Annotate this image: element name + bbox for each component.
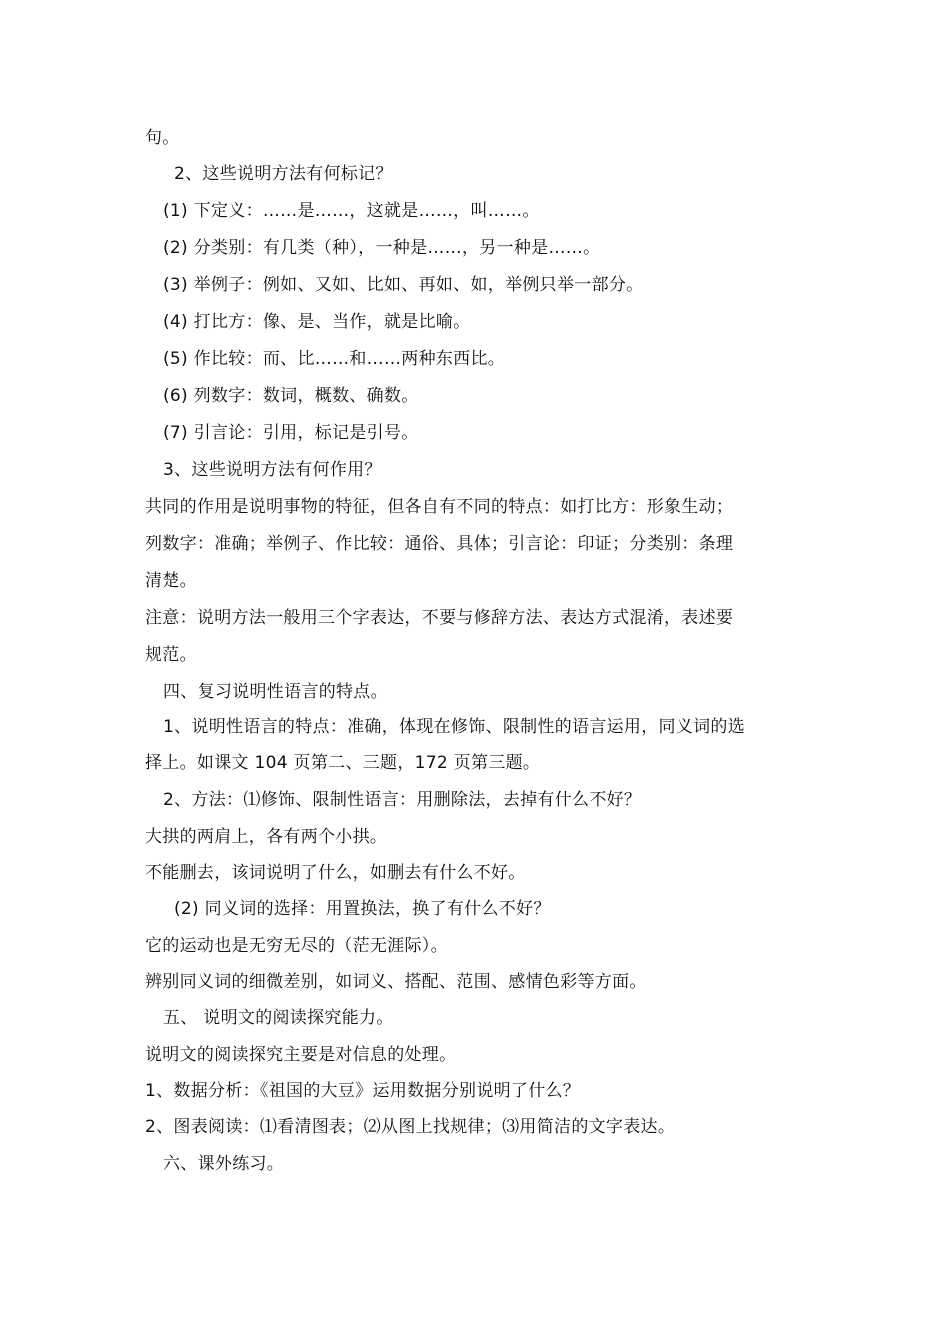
- text-line: 注意：说明方法一般用三个字表达，不要与修辞方法、表达方式混淆，表述要: [145, 608, 734, 628]
- text-line: 择上。如课文 104 页第二、三题，172 页第三题。: [145, 753, 541, 773]
- text-line: 共同的作用是说明事物的特征，但各自有不同的特点：如打比方：形象生动；: [145, 497, 734, 517]
- text-line: 3、这些说明方法有何作用？: [163, 460, 382, 480]
- text-line: 1、数据分析：《祖国的大豆》运用数据分别说明了什么？: [145, 1081, 581, 1101]
- text-line: 2、这些说明方法有何标记？: [174, 164, 393, 184]
- text-line: 它的运动也是无穷无尽的（茫无涯际）。: [145, 936, 448, 956]
- text-line: (7) 引言论：引用，标记是引号。: [163, 423, 419, 443]
- text-line: 1、说明性语言的特点：准确，体现在修饰、限制性的语言运用，同义词的选: [163, 717, 746, 737]
- text-line: 清楚。: [145, 571, 197, 591]
- text-line: (2) 分类别：有几类（种），一种是……，另一种是……。: [163, 238, 601, 258]
- text-line: 规范。: [145, 645, 197, 665]
- text-line: 辨别同义词的细微差别，如词义、搭配、范围、感情色彩等方面。: [145, 972, 647, 992]
- text-line: 不能删去，该词说明了什么，如删去有什么不好。: [145, 863, 526, 883]
- text-line: 大拱的两肩上，各有两个小拱。: [145, 827, 388, 847]
- text-line: 2、图表阅读：⑴看清图表；⑵从图上找规律；⑶用简洁的文字表达。: [145, 1117, 676, 1137]
- text-line: (6) 列数字：数词，概数、确数。: [163, 386, 419, 406]
- text-line: (5) 作比较：而、比……和……两种东西比。: [163, 349, 506, 369]
- text-line: 四、复习说明性语言的特点。: [163, 682, 388, 702]
- text-line: 说明文的阅读探究主要是对信息的处理。: [145, 1045, 457, 1065]
- text-line: 列数字：准确；举例子、作比较：通俗、具体；引言论：印证；分类别：条理: [145, 534, 734, 554]
- text-line: 2、方法：⑴修饰、限制性语言：用删除法，去掉有什么不好？: [163, 790, 642, 810]
- text-line: 五、 说明文的阅读探究能力。: [163, 1008, 394, 1028]
- text-line: (3) 举例子：例如、又如、比如、再如、如，举例只举一部分。: [163, 275, 644, 295]
- text-line: 句。: [145, 128, 180, 148]
- text-line: (4) 打比方：像、是、当作，就是比喻。: [163, 312, 471, 332]
- text-line: (1) 下定义：……是……，这就是……，叫……。: [163, 201, 540, 221]
- text-line: (2) 同义词的选择：用置换法，换了有什么不好？: [174, 899, 551, 919]
- text-line: 六、课外练习。: [163, 1154, 285, 1174]
